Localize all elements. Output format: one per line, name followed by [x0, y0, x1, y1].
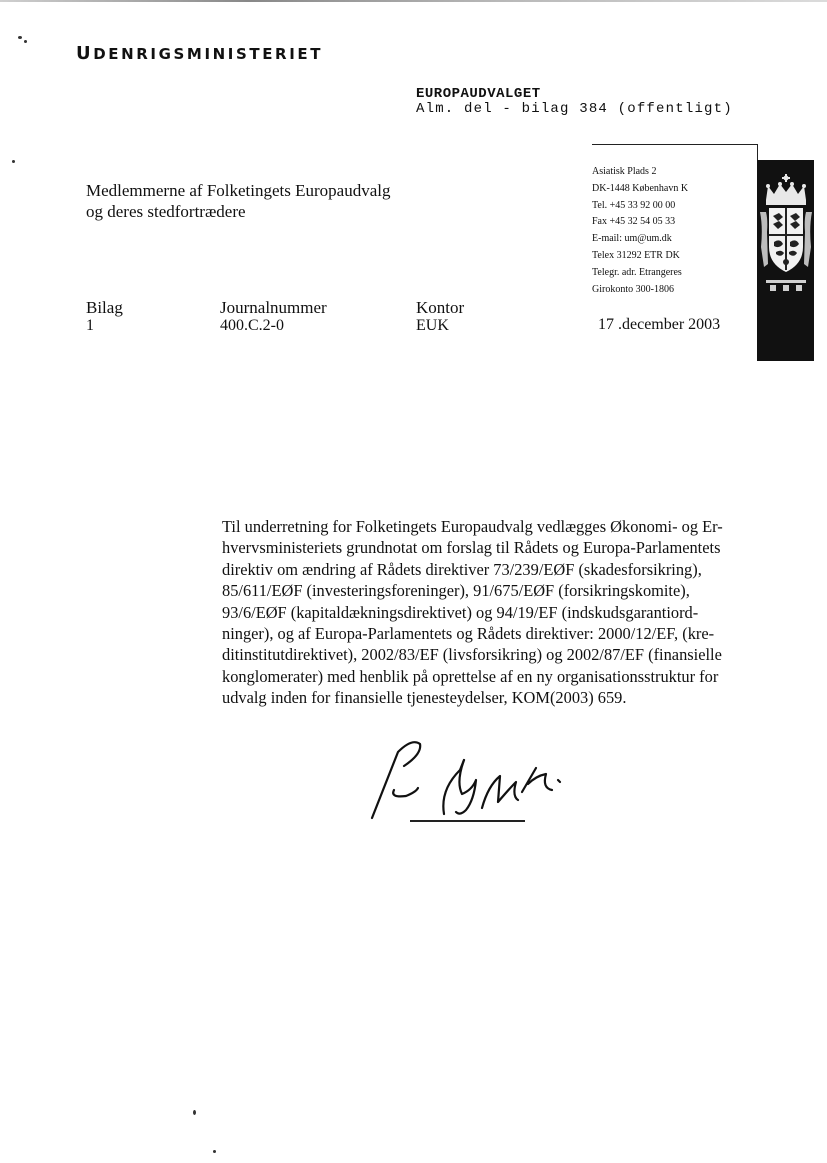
office-value: EUK [416, 317, 449, 334]
office-label: Kontor [416, 298, 465, 317]
body-line: direktiv om ændring af Rådets direktiver 73/239/EØF (skadesforsikring), [222, 559, 702, 579]
address-tel: Tel. +45 33 92 00 00 [592, 199, 676, 211]
body-paragraph [222, 516, 767, 709]
bilag-label: Bilag [86, 298, 123, 317]
ministry-name [76, 43, 323, 64]
scan-speck [24, 40, 27, 43]
address-telex: Telex 31292 ETR DK [592, 249, 680, 261]
ministry-name-initial: U [76, 43, 94, 64]
scan-speck [18, 36, 22, 39]
address-giro: Girokonto 300-1806 [592, 283, 674, 295]
addressee-line-1: Medlemmerne af Folketingets Europaudvalg [86, 181, 391, 200]
letter-date: 17 .december 2003 [598, 316, 721, 333]
address-street: Asiatisk Plads 2 [592, 166, 657, 177]
body-line: 93/6/EØF (kapitaldækningsdirektivet) og 94/19/EF (indskudsgarantiord- [222, 602, 699, 622]
address-block [592, 164, 688, 298]
journal-number-value: 400.C.2-0 [220, 317, 284, 334]
address-fax: Fax +45 32 54 05 33 [592, 216, 676, 228]
ministry-name-rest: DENRIGSMINISTERIET [93, 45, 324, 63]
addressee [86, 180, 391, 222]
body-line: 85/611/EØF (investeringsforeninger), 91/675/EØF (forsikringskomite), [222, 581, 690, 601]
address-rule [592, 144, 758, 145]
addressee-line-2: og deres stedfortrædere [86, 202, 246, 221]
body-line: ditinstitutdirektivet), 2002/83/EF (livsforsikring) og 2002/87/EF (finansielle [222, 645, 722, 665]
scan-speck [193, 1110, 196, 1115]
body-line: udvalg inden for finansielle tjenesteydelser, KOM(2003) 659. [222, 688, 627, 708]
bilag-value: 1 [86, 317, 94, 334]
scan-speck [12, 160, 15, 163]
address-email: E-mail: um@um.dk [592, 233, 672, 245]
top-scan-edge [0, 0, 827, 2]
royal-coat-of-arms-icon [760, 172, 812, 302]
body-line: konglomerater) med henblik på oprettelse af en ny organisationsstruktur for [222, 666, 719, 686]
scan-speck [213, 1150, 216, 1153]
journal-number-label: Journalnummer [220, 298, 327, 317]
body-line: ninger), og af Europa-Parlamentets og Rådets direktiver: 2000/12/EF, (kre- [222, 624, 715, 644]
committee-stamp: EUROPAUDVALGET [416, 86, 541, 102]
body-line: hvervsministeriets grundnotat om forslag til Rådets og Europa-Parlamentets [222, 538, 721, 558]
committee-reference: Alm. del - bilag 384 (offentligt) [416, 101, 733, 117]
handwritten-signature [360, 730, 575, 825]
address-postal: DK-1448 København K [592, 182, 689, 194]
body-line: Til underretning for Folketingets Europaudvalg vedlægges Økonomi- og Er- [222, 517, 723, 536]
address-telegram: Telegr. adr. Etrangeres [592, 266, 682, 278]
signature-underline [410, 820, 525, 822]
